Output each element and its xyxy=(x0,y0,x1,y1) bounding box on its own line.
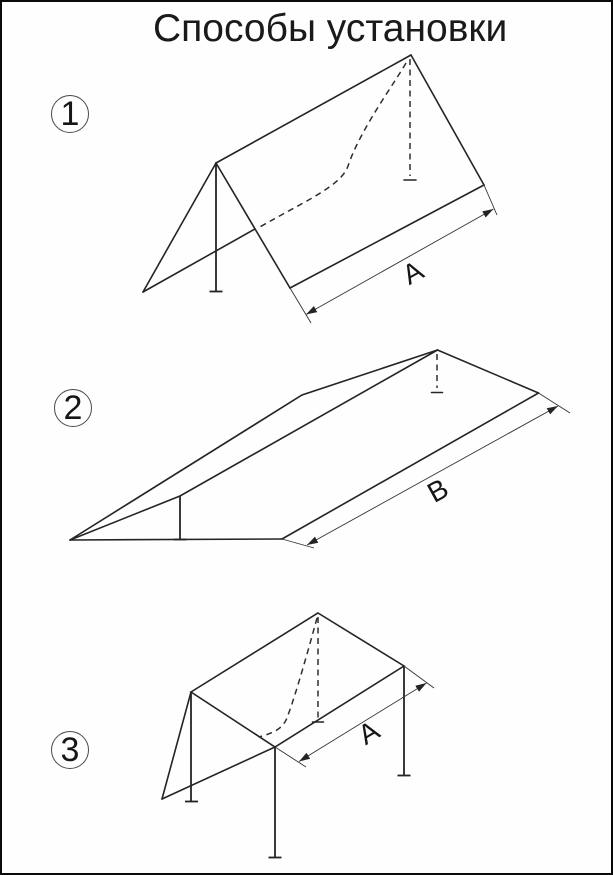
d3-extension-line-left xyxy=(275,747,306,767)
d1-back-bottom-edge xyxy=(143,229,255,292)
d1-left-slope-edge xyxy=(216,163,290,288)
step-2-number: 2 xyxy=(63,388,83,427)
d2-extension-line-right xyxy=(539,393,571,413)
diagram-1-aframe-pitch xyxy=(143,55,497,323)
d2-top-edge xyxy=(70,350,438,540)
d3-hidden-guy-line xyxy=(259,618,317,737)
d1-hidden-guy-line xyxy=(258,63,406,228)
page-title: Способы установки xyxy=(153,7,508,50)
d3-extension-line-right xyxy=(404,666,434,688)
d1-front-bottom-edge xyxy=(290,185,484,291)
diagram-2-leanto-pitch xyxy=(70,350,570,548)
d2-right-edge xyxy=(438,350,539,393)
d3-dimension-label: A xyxy=(352,714,385,751)
d1-dimension-label: A xyxy=(397,254,429,291)
d1-extension-line-left xyxy=(290,288,311,323)
d3-ground-guy-line xyxy=(162,747,275,799)
d1-ridge-line xyxy=(216,55,411,163)
d3-left-guy-line xyxy=(162,692,191,799)
step-1-number: 1 xyxy=(60,94,80,133)
d1-left-guy-edge xyxy=(143,163,216,292)
step-3-number: 3 xyxy=(60,730,80,769)
diagram-3-canopy-pitch xyxy=(162,613,434,858)
d2-front-bottom-edge xyxy=(282,393,539,539)
d1-right-slope-edge xyxy=(411,55,484,185)
d2-fold-line xyxy=(70,350,438,540)
d2-dimension-label: B xyxy=(422,472,454,509)
tarp-setup-diagrams xyxy=(2,2,613,875)
